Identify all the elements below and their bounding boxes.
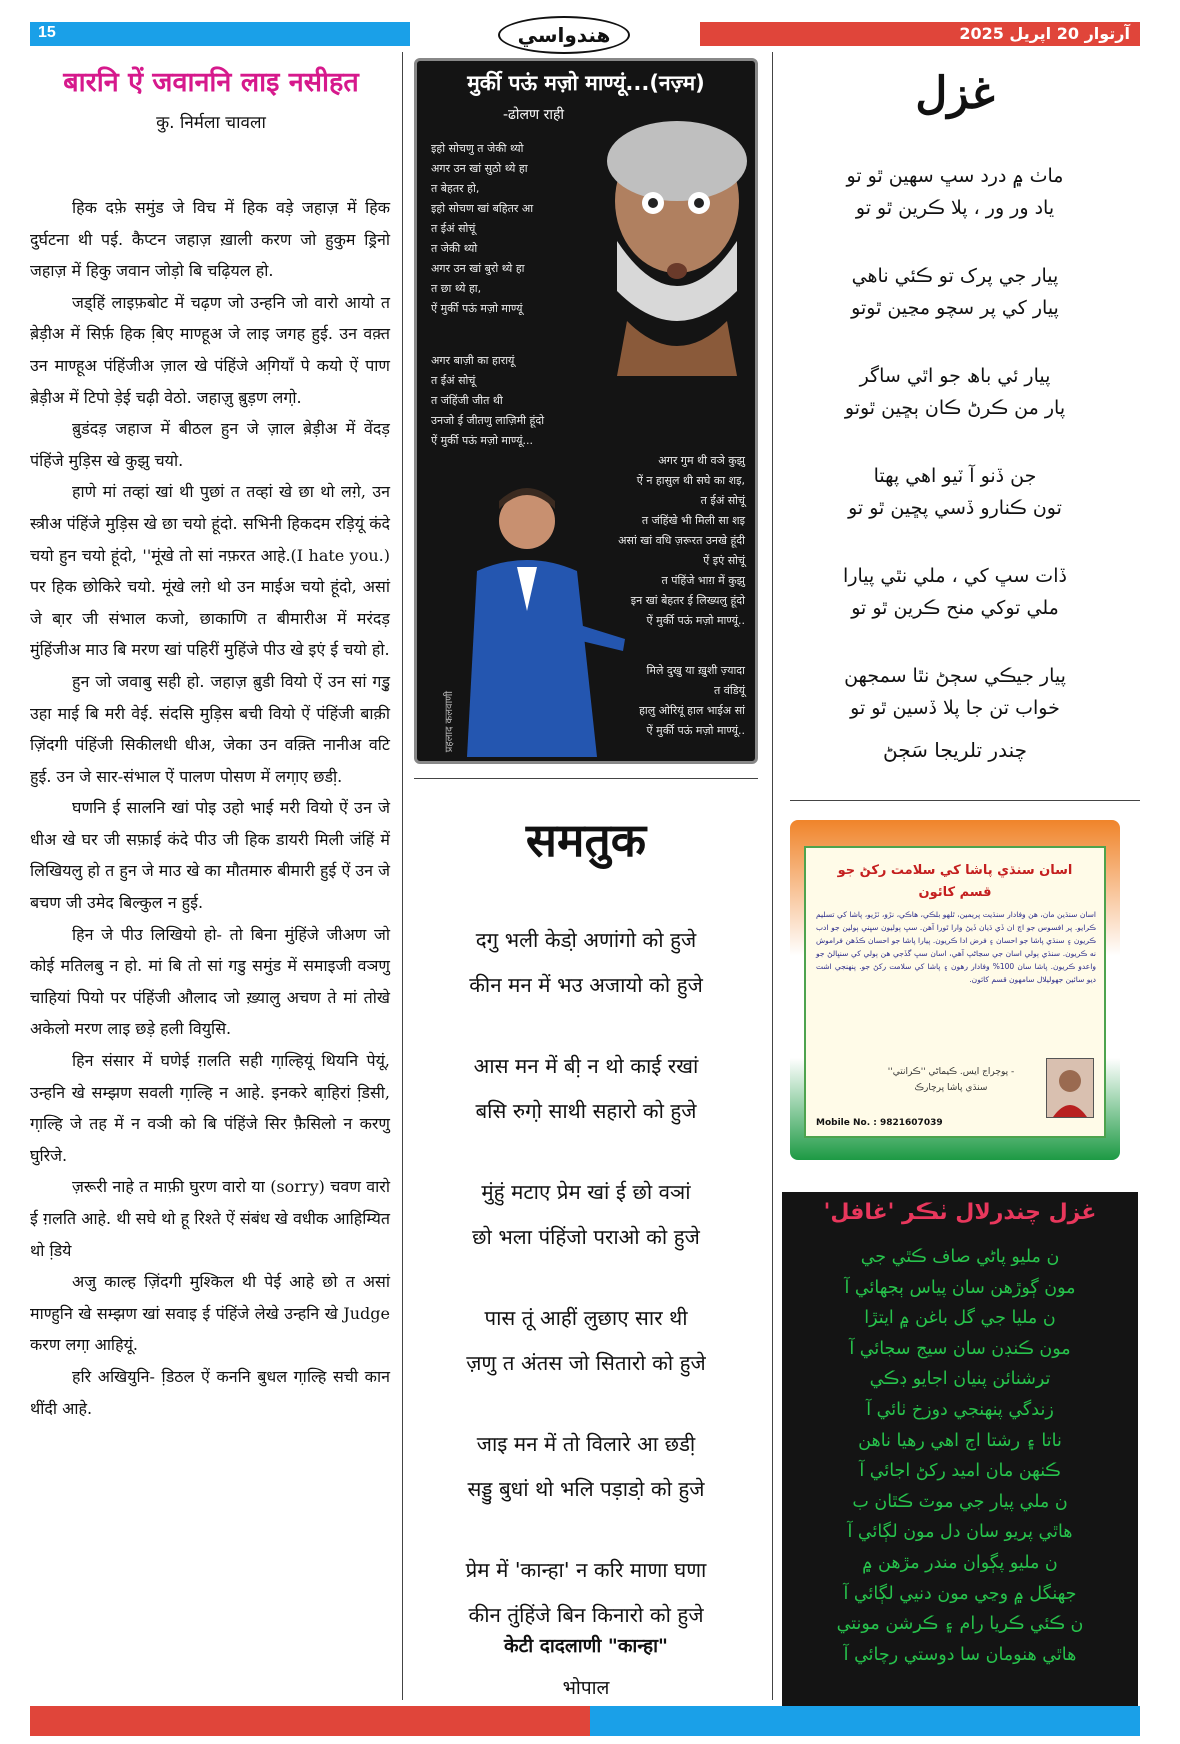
article-paragraph: हिक दफ़े समुंड जे विच में हिक वडे़ जहाज़ में हिक दुर्घटना थी पई. कैप्टन जहाज़ ख़ाली करण जो हुकुम ड्रिनो जहाज़ में हिकु जवान जोड़ो बि चढ़ियल हो.	[30, 198, 390, 281]
couplet-line: जाइ मन में तो विलारे आ छडी़	[476, 1432, 696, 1456]
ghazal2-line: هاٿي هنومان سا دوستي رچائي آ	[843, 1644, 1077, 1665]
poem-line: त जेकी थ्यो	[431, 242, 478, 255]
ghazal2-line: هاٿي پريو سان دل مون لڳائي آ	[847, 1522, 1073, 1543]
poem-line: त जंहिंजी जीत थी	[431, 394, 503, 407]
poem-line: त वंडियूं	[714, 684, 745, 697]
ghazal2-line: ترشنائن پنيان اجايو ڊڪي	[869, 1369, 1051, 1390]
header-bar-left	[30, 22, 410, 46]
ad-mobile-number: Mobile No. : 9821607039	[816, 1118, 943, 1128]
ghazal2-title: غزل چندرلال ٺڪر 'غافل'	[823, 1200, 1097, 1225]
ghazal-title: غزل	[915, 68, 995, 119]
ghazal-line: پيار ئي باھ جو اٿي ساگر	[859, 365, 1051, 387]
ad-signature	[876, 1064, 1026, 1096]
ghazal-divider	[790, 800, 1140, 801]
article-title: बारनि ऐं जवाननि लाइ नसीहत	[63, 67, 359, 98]
couplet-line: मुंहुं मटाए प्रेम खां ई छो वञां	[481, 1180, 691, 1204]
ghazal-couplet	[790, 260, 1120, 324]
poem-line: त बेहतर हो,	[431, 182, 480, 195]
poem-line: ऐं इएं सोचूं	[703, 554, 745, 567]
poem-stanza	[431, 139, 533, 319]
couplet-line: सड्डु बुधां थो भलि पड़ाडो़ को हुजे	[467, 1477, 705, 1501]
ghazal-poet: چندر تلريجا سَڄڻ	[883, 738, 1027, 762]
ghazal2-line: ن مليو پڳوان مندر مڙهن ۾	[862, 1552, 1058, 1573]
ghazal2-line: مون ڳوڙهن سان پياس ٻجهائي آ	[844, 1277, 1076, 1298]
ghazal-line: ياد ور ور ، پلا ڪرين ٿو تو	[855, 197, 1055, 219]
ghazal2-line: ن ملي پيار جي موٽ ڪٿان ب	[852, 1491, 1068, 1512]
poem-line: इहो सोचणु त जेकी थ्यो	[431, 142, 524, 155]
sindhi-language-ad	[790, 820, 1120, 1160]
poem-stanza	[639, 661, 745, 741]
poem-line: अगर बाज़ी का हारायूं	[431, 354, 515, 367]
couplet-line: छो भला पंहिंजो पराओ को हुजे	[472, 1225, 700, 1249]
ghazal-couplet	[790, 560, 1120, 624]
article-paragraph: हुन जो जवाबु सही हो. जहाज़ बु़डी वियो ऐं उन सां गडु़ उहा माई बि मरी वेई. संदसि मुड़िस बची वियो ऐं पंहिंजी बाक़ी ज़िंदगी पंहिंजी सिकीलधी धीअ, जेका उन वक़्ति नानीअ वटि हुई. उन जे सार-संभाल ऐं पालण पोसण में लगा़ए छडी़.	[30, 671, 390, 786]
article-paragraph: हिन संसार में घणेई ग़लति सही गा़ल्हियूं थियनि पेयूं, उन्हनि खे सम्झण सवली गा़ल्हि न आहे. इनकरे बा़हिरां डि़सी, गा़ल्हि जे तह में न वञी को बि पंहिंजे सिर फ़ैसिलो न करणु घुरिजे.	[30, 1051, 390, 1165]
samtuk-poet: केटी दादलाणी "कान्हा"	[504, 1635, 668, 1657]
column-divider-left	[402, 52, 403, 1700]
poem-line: अगर गुम थी वञे कुझु	[658, 454, 745, 467]
samtuk-couplets	[414, 918, 758, 1674]
ghazal-line: ڏات سڀ کي ، ملي نٿي پيارا	[843, 565, 1067, 587]
ghazal-line: خواب تن جا پلا ڏسين ٿو تو	[850, 697, 1060, 719]
couplet-line: दगु भली केडो़ अणांगो को हुजे	[475, 928, 697, 952]
newspaper-masthead: هندواسي	[498, 16, 630, 54]
article-paragraph: हाणे मां तव्हां खां थी पुछां त तव्हां खे छा थो लगे़, उन स्त्रीअ पंहिंजे मुड़िस खे छा चयो हूंदो. सभिनी हिकदम रड़ियूं कंदे चयो हुन चयो हूंदो, ''मूंखे तो सां नफ़रत आहे.(I hate you.) पर हिक छोकिरे चयो. मूंखे लगे़ थो उन माईअ चयो हूंदो, असां जे बा़र जी संभाल कजो, छाकाणि त बीमारीअ में मरंदड़ मुंहिंजीअ माउ बि मरण खां पहिरीं मुहिंजे पीउ खे इएं ई चयो हो.	[30, 482, 390, 660]
poem-line: त छा थ्ये हा,	[431, 282, 482, 295]
article-paragraph: हरि अखियुनि- डि़ठल ऐं कननि बुधल गा़ल्हि सची कान थींदी आहे.	[30, 1366, 390, 1418]
couplet	[414, 1422, 758, 1512]
couplet-line: बसि रुगो़ साथी सहारो को हुजे	[475, 1099, 697, 1123]
article-paragraph: घणनि ई सालनि खां पोइ उहो भाई मरी वियो ऐं उन जे धीअ खे घर जी सफ़ाई कंदे पीउ जी हिक डायरी मिली जंहिं में लिखियलु हो त हुन जे माउ खे का मौतमारु बीमारी हुई ऐं उन जे बचण जी उमेद बिल्कुल न हुई.	[30, 798, 390, 913]
ghazal2-line: مون ڪنڊن سان سيج سجائي آ	[849, 1338, 1071, 1359]
poem-line: मिले दुखु या ख़ुशी ज़्यादा	[646, 664, 745, 677]
couplet	[414, 918, 758, 1008]
ghazal-couplet	[790, 160, 1120, 224]
poem-line: त पंहिंजे भाग़ में कुझु	[661, 574, 745, 587]
footer-bar-right	[590, 1706, 1140, 1736]
ghazal2-line: زندگي پنهنجي دوزخ ٺائي آ	[866, 1399, 1054, 1420]
couplet	[414, 1296, 758, 1386]
ad-inner-box	[804, 846, 1106, 1138]
ghazal2-line: ن مليا جي گل باغن ۾ ايتڙا	[864, 1308, 1056, 1329]
poem-line: ऐं मुर्की पऊं मज़ो माण्यूं..	[646, 614, 745, 627]
ghazal-couplet	[790, 360, 1120, 424]
couplet-line: कीन मन में भउ अजायो को हुजे	[469, 973, 703, 997]
ghazal-couplet	[790, 660, 1120, 724]
poem-poet: -ढोलण राही	[503, 107, 565, 123]
ghazal-line: جن ڏنو آ ٽيو اهي پهتا	[873, 465, 1037, 487]
ghazal2-lines	[794, 1242, 1126, 1670]
poem-line: ऐं न हासुल थी सघे का शइ,	[636, 474, 745, 487]
poem-line: त ईअं सोचूं	[700, 494, 745, 507]
advertiser-photo	[1046, 1058, 1094, 1118]
poem-line: हालु ओरियूं हाल भाईअ सां	[639, 704, 745, 717]
poem-line: अगर उन खां बुरो थ्ये हा	[431, 262, 525, 275]
page-number: 15	[38, 24, 56, 41]
poem-divider	[414, 778, 758, 779]
poem-line: ऐं मुर्की पऊं मज़ो माण्यूं	[431, 302, 523, 315]
ghazal-line: پيار کي پر سچو مڃين ٿوتو	[851, 297, 1059, 319]
poet-photo	[447, 471, 627, 757]
poem-line: ऐं मुर्की पऊं मज़ो माण्यूं...	[431, 434, 533, 447]
article-paragraph: जड्हिं लाइफ़बोट में चढ़ण जो उन्हनि जो वारो आयो त बे़ड़ीअ में सिर्फ़ हिक बि़ए माण्हूअ जे लाइ जगह हुई. उन वक़्त उन माण्हूअ पंहिंजीअ ज़ाल खे पंहिंजे अगि़याँ पे कयो ऐं पाण बे़ड़ीअ में टिपो डे़ई चढ़ी वेठो. जहाज़ु बु़ड़ण लगो़.	[30, 292, 390, 407]
ghazal2-line: ناتا ۽ رشتا اڄ اهي رهيا ناهن	[858, 1430, 1062, 1451]
ghazal2-line: ن ڪئي ڪريا رام ۽ ڪرشن مونتي	[836, 1614, 1084, 1635]
article-author: कु. निर्मला चावला	[156, 113, 266, 133]
ghazal-line: پيار جي پرک تو ڪئي ناهي	[851, 265, 1059, 287]
article-body	[30, 192, 390, 1424]
couplet	[414, 1170, 758, 1260]
poem-stanza	[618, 451, 745, 631]
couplet-line: पास तूं आहीं लुछाए सार थी	[484, 1306, 688, 1330]
ad-heading-line: اسان سنڌي پاشا کي سلامت رکڻ جو	[837, 863, 1073, 878]
article-paragraph: बु़डंदड़ जहाज में बीठल हुन जे ज़ाल बे़ड़ीअ में वेंदड़ पंहिंजे मुड़िस खे कुझु चयो.	[30, 419, 390, 470]
ghazal-line: تون ڪنارو ڏسي پڇين ٿو تو	[848, 497, 1062, 519]
ad-signature-name: - پوڄراج ايس. ڪيماڻي ''ڪرانتي''	[887, 1067, 1015, 1077]
article-paragraph: ज़रूरी नाहे त माफ़ी घुरण वारो या (sorry) चवण वारो ई ग़लति आहे. थी सघे थो हू रिश्ते ऐं संबंध खे वधीक आहिम्यित थो डि़ये	[30, 1177, 390, 1260]
ghazal2-line: ڪنهن مان اميد رکڻ اجائي آ	[859, 1461, 1061, 1482]
footer-bar-left	[30, 1706, 590, 1736]
poem-line: इन खां बेहतर ई लिख्यलु हूंदो	[630, 594, 745, 607]
old-man-photo	[587, 121, 757, 381]
poem-title: मुर्की पऊं मज़ो माण्यूं...(नज़्म)	[467, 71, 705, 95]
ad-heading	[806, 860, 1104, 904]
poem-line: असां खां वधि ज़रूरत उनखे हूंदी	[618, 534, 745, 547]
poem-line: इहो सोचण खां बहितर आ	[431, 202, 534, 215]
poem-stanza	[431, 351, 544, 451]
ad-heading-line: قسم کائون	[918, 885, 992, 900]
article-paragraph: अजु काल्ह ज़िंदगी मुश्किल थी पेई आहे छो त असां माण्हुनि खे सम्झण खां सवाइ ई पंहिंजे लेखे उन्हनि खे Judge करण लगा़ आहियूं.	[30, 1272, 390, 1355]
couplet-line: आस मन में बी़ न थो काई रखां	[473, 1054, 699, 1078]
poem-panel	[414, 58, 758, 764]
couplet	[414, 1044, 758, 1134]
poem-line: त जंहिंखे भी मिली सा शइ	[641, 514, 745, 527]
poem-line: उनजो ई जीतणु लाज़िमी हूंदो	[431, 414, 545, 427]
poem-line: अगर उन खां सुठो थ्ये हा	[431, 162, 528, 175]
couplet-line: कीन तुंहिंजे बिन किनारो को हुजे	[468, 1603, 704, 1627]
ghazal2-line: جهنگل ۾ وڃي مون دنيي لڳائي آ	[843, 1583, 1077, 1604]
column-divider-right	[772, 52, 773, 1700]
poem-line: ऐं मुर्की पऊं मज़ो माण्यूं..	[646, 724, 745, 737]
ghazal-line: ماٺ ۾ درد سڀ سهين ٿو تو	[846, 165, 1064, 187]
ad-body-text: اسان سنڌين مان، هن وفادار سنڌيت پريمين، ٿلهو بلڪي، هاڪي، نڙو، ٽڙيو، پاشا کي تسليم ڪرايو. پر افسوس جو اڄ ان ڏي ڌيان ڏيڻ وارا ٿورا آهن. سڀ ٻوليون سڀني ٻولين جو ادب ڪريون ۽ سنڌي پاشا جو احسان ۽ فرض ادا ڪريون. پيارا پاشا جو احسان ڪڏهن فراموش نه ڪريون. سنڌي ٻولي اسان جي سڃاڻپ آهي، اسان سڀ گڏجي هن ٻولي کي سنڀالڻ جو واعدو ڪريون. پاشا سان 100% وفادار رهون ۽ پاشا کي سلامت رکڻ جو. پنهنجي اشت ديو سائين جهوليلال سامهون قسم کائون.	[816, 910, 1096, 984]
ghazal-box-2	[782, 1192, 1138, 1708]
article-paragraph: हिन जे पीउ लिखियो हो- तो बिना मुंहिंजे जीअण जो कोई मतिलबु न हो. मां बि तो सां गडु समुंड में समाइजी वञणु चाहियां पियो पर पंहिंजी औलाद जो ख़्यालु अचण ते मां तोखे अकेलो मरण लाइ छडे़ हली वियुसि.	[30, 924, 390, 1039]
samtuk-place: भोपाल	[562, 1677, 610, 1699]
samtuk-title: समतुक	[525, 813, 647, 867]
publication-date: آرتوار 20 اپريل 2025	[959, 24, 1130, 43]
photo-credit: प्रहलाद कलवाणी	[444, 691, 455, 753]
couplet-line: ज़णु त अंतस जो सितारो को हुजे	[466, 1351, 706, 1375]
ghazal-line: ملي توکي منح ڪرين ٿو تو	[851, 597, 1059, 619]
ghazal-lines	[790, 160, 1120, 760]
ad-signature-role: سنڌي پاشا پرچارڪ	[914, 1083, 988, 1093]
couplet	[414, 1548, 758, 1638]
ghazal-line: پار من ڪرڻ ڪان ٻڇين ٿوتو	[844, 397, 1066, 419]
ghazal-line: پيار جيڪي سڄڻ نٿا سمجهن	[844, 665, 1066, 687]
ghazal-couplet	[790, 460, 1120, 524]
ghazal2-line: ن مليو پاڻي صاف ڪٿي جي	[860, 1247, 1060, 1267]
poem-line: त ईअं सोचूं	[431, 222, 476, 235]
poem-line: त ईअं सोचूं	[431, 374, 476, 387]
couplet-line: प्रेम में 'कान्हा' न करि माणा घणा	[465, 1558, 707, 1582]
